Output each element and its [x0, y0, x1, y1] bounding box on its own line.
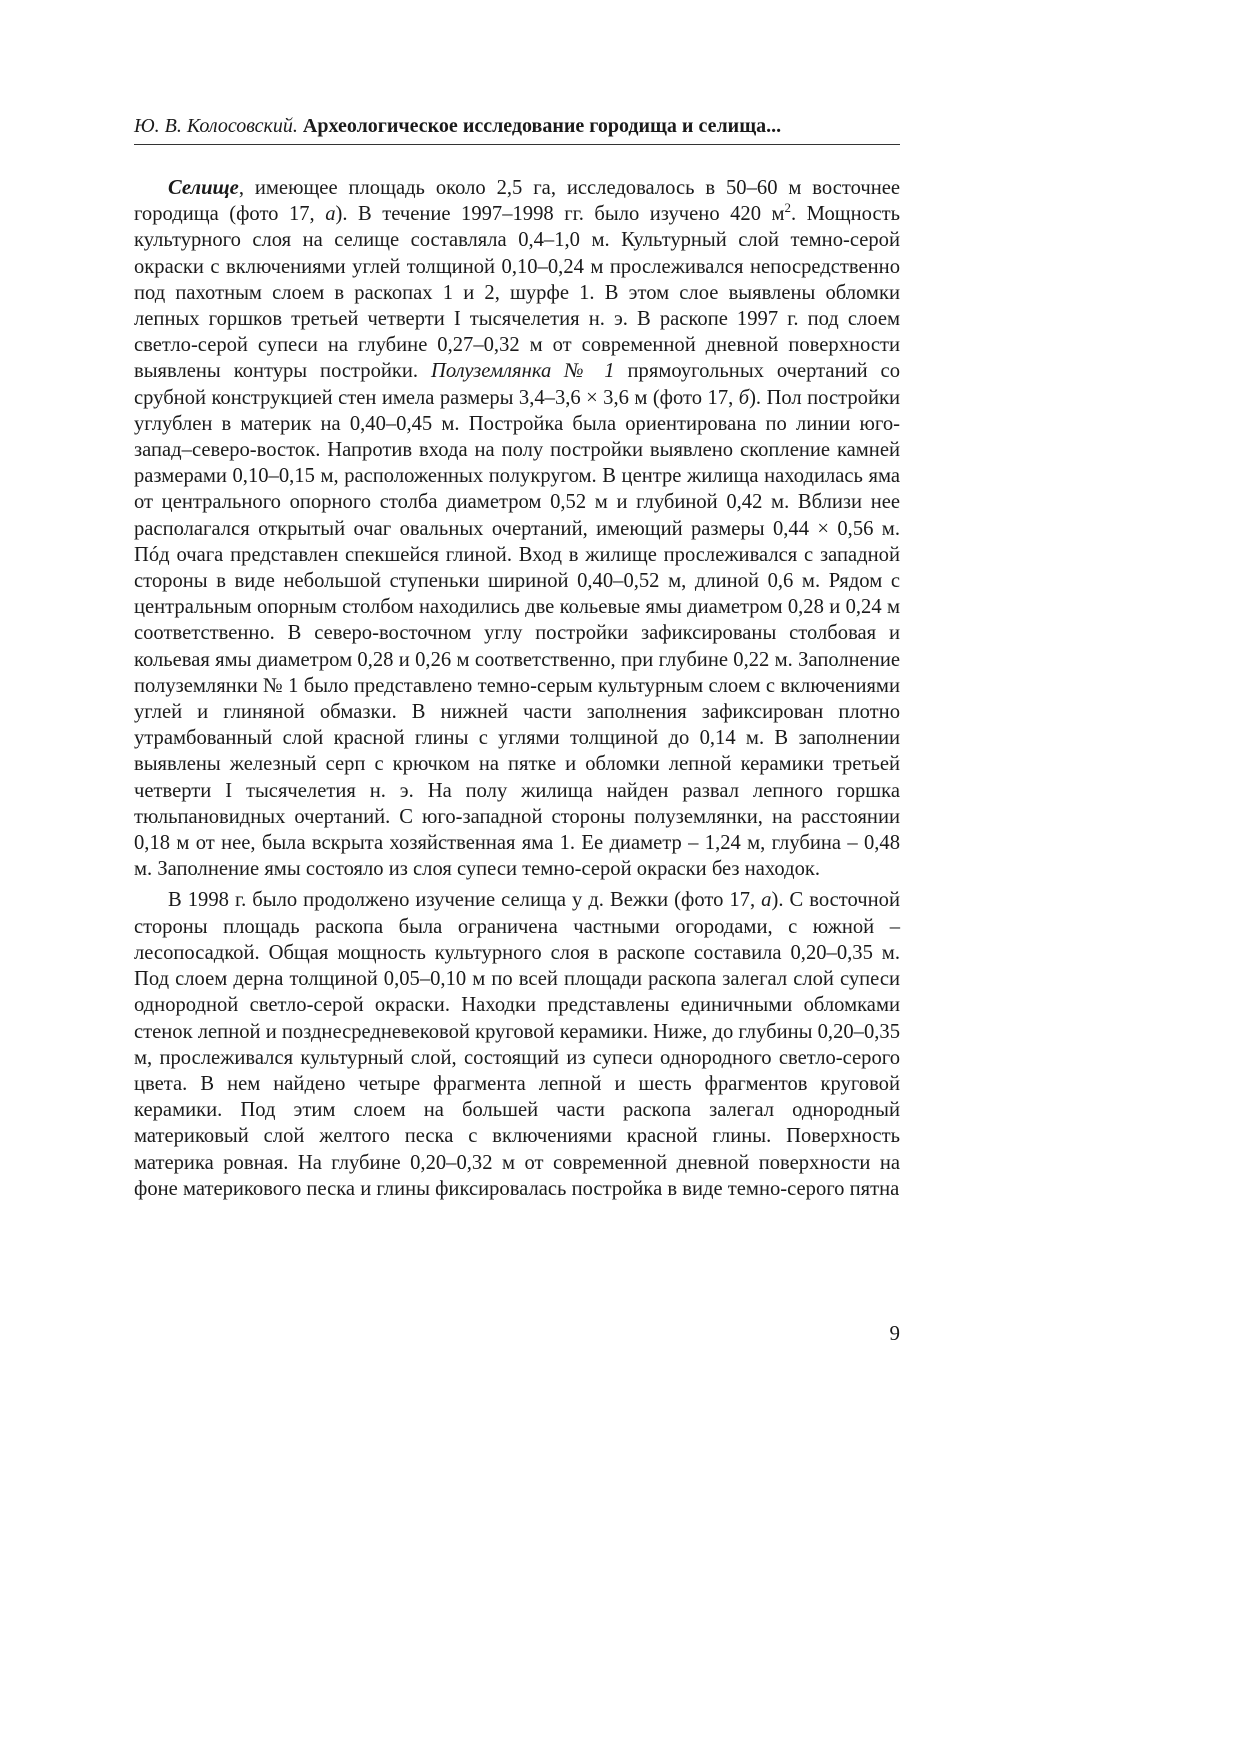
- text-run: ). С восточной стороны площадь раскопа была ограничена частными огородами, с южной – лесопосадкой. Общая мощность культурного слоя в раскопе составила 0,20–0,35 м. Под слоем дерна толщиной 0,05–0,10 м по всей площади раскопа залегал слой супеси однородной светло-серой окраски. Находки представлены единичными обломками стенок лепной и позднесредневековой круговой керамики. Ниже, до глубины 0,20–0,35 м, прослеживался культурный слой, состоящий из супеси однородного светло-серого цвета. В нем найдено четыре фрагмента лепной и шесть фрагментов круговой керамики. Под этим слоем на большей части раскопа залегал однородный материковый слой желтого песка с включениями красной глины. Поверхность материка ровная. На глубине 0,20–0,32 м от современной дневной поверхности на фоне материкового песка и глины фиксировалась постройка в виде темно-серого пятна: [134, 889, 900, 1200]
- body-text: [134, 175, 900, 1202]
- page: [134, 112, 900, 1207]
- superscript: 2: [784, 200, 792, 216]
- text-run: ). Пол постройки углублен в материк на 0,40–0,45 м. Постройка была ориентирована по линии юго-запад–северо-восток. Напротив входа на полу постройки выявлено скопление камней размерами 0,10–0,15 м, расположенных полукругом. В центре жилища находилась яма от центрального опорного столба диаметром 0,52 м и глубиной 0,42 м. Вблизи нее располагался открытый очаг овальных очертаний, имеющий размеры 0,44 × 0,56 м. Пóд очага представлен спекшейся глиной. Вход в жилище прослеживался с западной стороны в виде небольшой ступеньки шириной 0,40–0,52 м, длиной 0,6 м. Рядом с центральным опорным столбом находились две кольевые ямы диаметром 0,28 и 0,24 м соответственно. В северо-восточном углу постройки зафиксированы столбовая и кольевая ямы диаметром 0,28 и 0,26 м соответственно, при глубине 0,22 м. Заполнение полуземлянки № 1 было представлено темно-серым культурным слоем с включениями углей и глиняной обмазки. В нижней части заполнения зафиксирован плотно утрамбованный слой красной глины с углями толщиной до 0,14 м. В заполнении выявлены железный серп с крючком на пятке и обломки лепной керамики третьей четверти I тысячелетия н. э. На полу жилища найден развал лепного горшка тюльпановидных очертаний. С юго-западной стороны полуземлянки, на расстоянии 0,18 м от нее, была вскрыта хозяйственная яма 1. Ее диаметр – 1,24 м, глубина – 0,48 м. Заполнение ямы состояло из слоя супеси темно-серой окраски без находок.: [134, 386, 900, 881]
- text-run: ). В течение 1997–1998 гг. было изучено 420 м: [335, 203, 785, 226]
- photo-ref: б: [738, 386, 750, 409]
- paragraph: [134, 175, 900, 882]
- running-head: [134, 112, 900, 145]
- photo-ref: а: [325, 203, 336, 226]
- photo-ref: а: [761, 889, 772, 912]
- text-run: . Мощность культурного слоя на селище составляла 0,4–1,0 м. Культурный слой темно-серой окраски с включениями углей толщиной 0,10–0,24 м прослеживался непосредственно под пахотным слоем в раскопах 1 и 2, шурфе 1. В этом слое выявлены обломки лепных горшков третьей четверти I тысячелетия н. э. В раскопе 1997 г. под слоем светло-серой супеси на глубине 0,27–0,32 м от современной дневной поверхности выявлены контуры постройки.: [134, 203, 900, 383]
- paragraph: [134, 887, 900, 1201]
- text-run: прямоугольных очертаний со срубной конструкцией стен имела размеры 3,4–3,6 × 3,6 м (фото 17,: [134, 360, 900, 409]
- italic-term: Полуземлянка № 1: [431, 360, 615, 383]
- running-head-title: Археологическое исследование городища и селища...: [302, 115, 782, 137]
- text-run: , имеющее площадь около 2,5 га, исследовалось в 50–60 м восточнее городища (фото 17,: [134, 177, 900, 226]
- running-head-author: Ю. В. Колосовский.: [134, 115, 298, 137]
- text-run: В 1998 г. было продолжено изучение селища у д. Вежки (фото 17,: [168, 889, 762, 912]
- paragraph-lead-term: Селище: [168, 177, 239, 199]
- page-number: 9: [889, 1321, 900, 1345]
